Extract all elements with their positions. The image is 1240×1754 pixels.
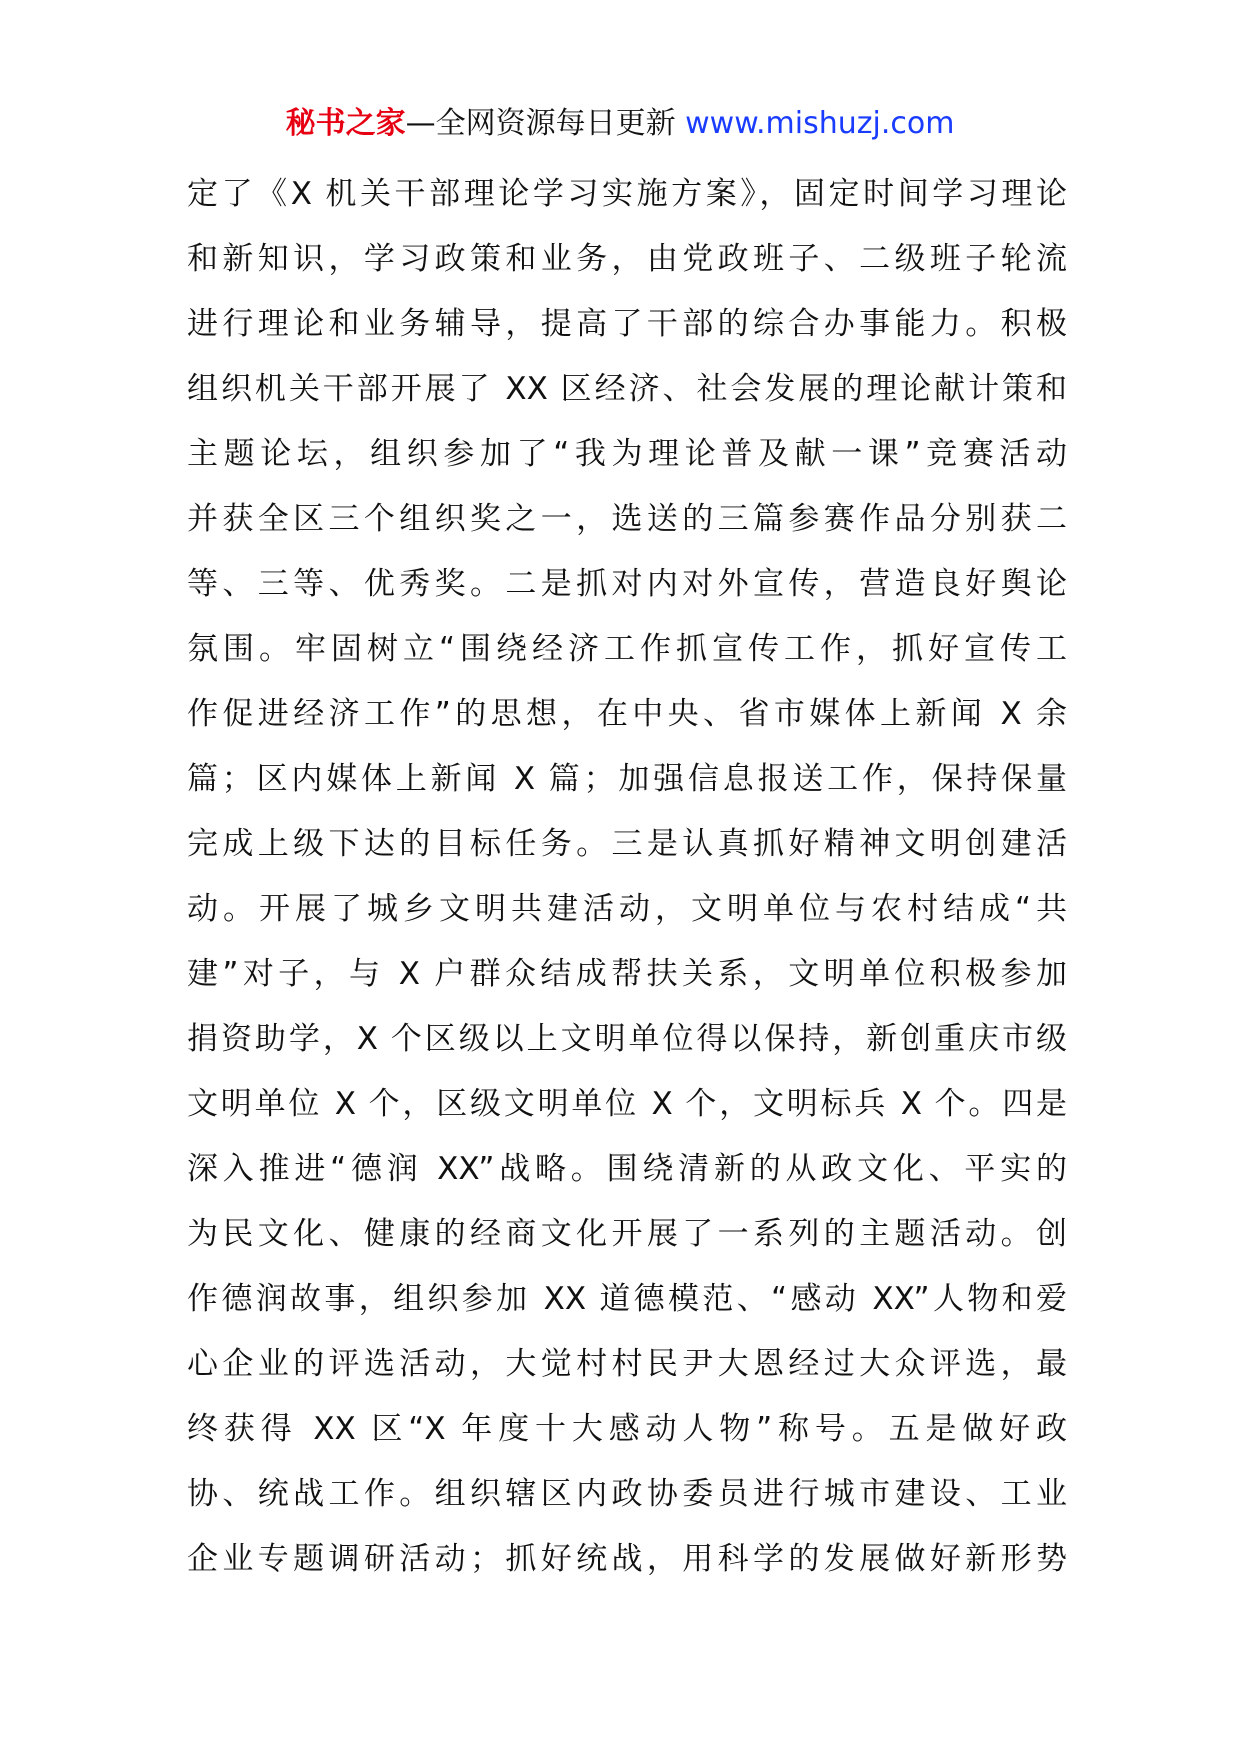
- body-line: 篇；区内媒体上新闻 X 篇；加强信息报送工作，保持保量: [187, 761, 1067, 797]
- site-tagline: —全网资源每日更新: [405, 106, 676, 141]
- body-line: 动。开展了城乡文明共建活动，文明单位与农村结成“共: [187, 891, 1067, 927]
- body-line: 等、三等、优秀奖。二是抓对内对外宣传，营造良好舆论: [187, 566, 1067, 602]
- body-line: 组织机关干部开展了 XX 区经济、社会发展的理论献计策和: [187, 371, 1067, 407]
- body-line: 文明单位 X 个，区级文明单位 X 个，文明标兵 X 个。四是: [187, 1086, 1067, 1122]
- body-line: 建”对子，与 X 户群众结成帮扶关系，文明单位积极参加: [187, 956, 1067, 992]
- site-brand: 秘书之家: [285, 106, 406, 141]
- body-line: 协、统战工作。组织辖区内政协委员进行城市建设、工业: [187, 1476, 1067, 1512]
- body-line: 氛围。牢固树立“围绕经济工作抓宣传工作，抓好宣传工: [187, 631, 1067, 667]
- body-line: 主题论坛，组织参加了“我为理论普及献一课”竞赛活动: [187, 436, 1067, 472]
- document-body: [187, 162, 1067, 1592]
- body-line: 终获得 XX 区“X 年度十大感动人物”称号。五是做好政: [187, 1411, 1067, 1447]
- body-line: 进行理论和业务辅导，提高了干部的综合办事能力。积极: [187, 306, 1067, 342]
- body-line: 为民文化、健康的经商文化开展了一系列的主题活动。创: [187, 1216, 1067, 1252]
- body-line: 并获全区三个组织奖之一，选送的三篇参赛作品分别获二: [187, 501, 1067, 537]
- body-line: 定了《X 机关干部理论学习实施方案》，固定时间学习理论: [187, 176, 1067, 212]
- body-line: 深入推进“德润 XX”战略。围绕清新的从政文化、平实的: [187, 1151, 1067, 1187]
- body-line: 完成上级下达的目标任务。三是认真抓好精神文明创建活: [187, 826, 1067, 862]
- body-line: 作德润故事，组织参加 XX 道德模范、“感动 XX”人物和爱: [187, 1281, 1067, 1317]
- site-url-link[interactable]: www.mishuzj.com: [685, 106, 955, 141]
- site-header: [0, 102, 1240, 146]
- body-line: 心企业的评选活动，大觉村村民尹大恩经过大众评选，最: [187, 1346, 1067, 1382]
- body-line: 作促进经济工作”的思想，在中央、省市媒体上新闻 X 余: [187, 696, 1067, 732]
- body-line: 捐资助学，X 个区级以上文明单位得以保持，新创重庆市级: [187, 1021, 1067, 1057]
- body-line: 企业专题调研活动；抓好统战，用科学的发展做好新形势: [187, 1541, 1067, 1577]
- body-line: 和新知识，学习政策和业务，由党政班子、二级班子轮流: [187, 241, 1067, 277]
